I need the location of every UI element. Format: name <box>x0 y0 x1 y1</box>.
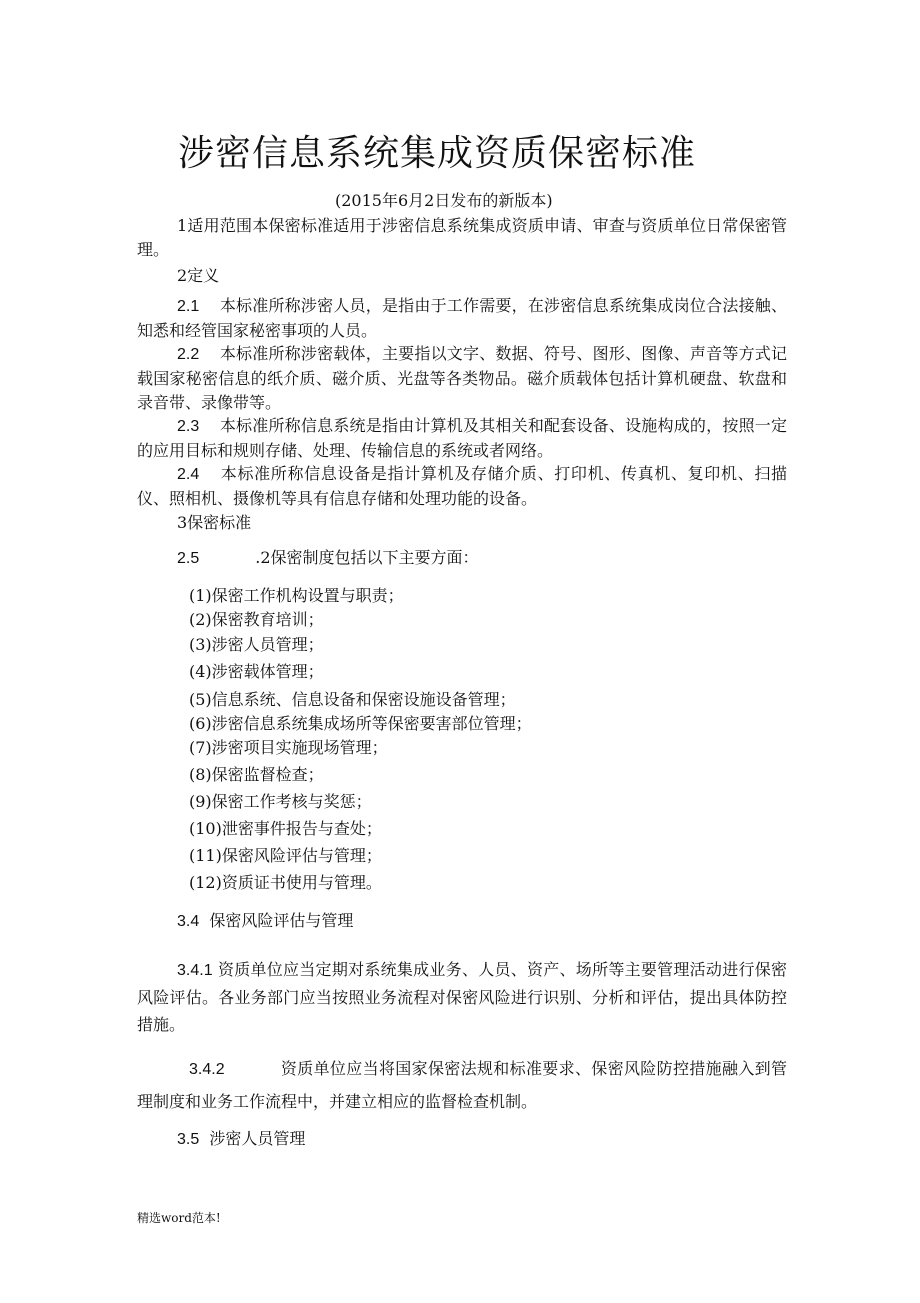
list-item: (7)涉密项目实施现场管理； <box>189 738 388 757</box>
list-item: (1)保密工作机构设置与职责； <box>189 586 404 605</box>
section-3-4-number: 3.4 <box>177 913 200 930</box>
list-item: (2)保密教育培训； <box>189 610 324 629</box>
list-item: (3)涉密人员管理； <box>189 635 324 654</box>
definition-2-1-text: 本标准所称涉密人员，是指由于工作需要，在涉密信息系统集成岗位合法接触、知悉和经管国家秘密事项的人员。 <box>137 296 787 340</box>
document-title: 涉密信息系统集成资质保密标准 <box>178 133 697 174</box>
section-2-heading: 2定义 <box>177 266 220 285</box>
definition-2-3-text: 本标准所称信息系统是指由计算机及其相关和配套设备、设施构成的，按照一定的应用目标和规则存储、处理、传输信息的系统或者网络。 <box>137 416 787 460</box>
item-2-5-text: .2保密制度包括以下主要方面： <box>255 548 479 567</box>
page-footer: 精选word范本! <box>137 1211 221 1225</box>
document-subtitle: (2015年6月2日发布的新版本) <box>335 191 553 210</box>
section-3-4-1-number: 3.4.1 <box>177 962 213 979</box>
definition-2-3 <box>137 414 787 463</box>
section-3-4-text: 保密风险评估与管理 <box>209 911 354 930</box>
item-2-5 <box>177 547 479 570</box>
list-item: (6)涉密信息系统集成场所等保密要害部位管理； <box>189 714 532 733</box>
section-3-5-text: 涉密人员管理 <box>209 1129 306 1148</box>
section-1-text: 1适用范围本保密标准适用于涉密信息系统集成资质申请、审查与资质单位日常保密管理。 <box>137 216 787 259</box>
section-1-paragraph <box>137 214 787 262</box>
section-3-4-1-text: 资质单位应当定期对系统集成业务、人员、资产、场所等主要管理活动进行保密风险评估。各业务部门应当按照业务流程对保密风险进行识别、分析和评估，提出具体防控措施。 <box>137 960 787 1034</box>
definition-2-2-text: 本标准所称涉密载体，主要指以文字、数据、符号、图形、图像、声音等方式记载国家秘密信息的纸介质、磁介质、光盘等各类物品。磁介质载体包括计算机硬盘、软盘和录音带、录像带等。 <box>137 344 787 412</box>
definition-2-2 <box>137 342 787 415</box>
section-3-4-2-number: 3.4.2 <box>189 1061 225 1078</box>
section-3-4-2 <box>137 1053 787 1118</box>
section-3-5-number: 3.5 <box>177 1131 200 1148</box>
definition-2-3-number: 2.3 <box>177 418 200 435</box>
list-item: (10)泄密事件报告与查处； <box>189 819 382 838</box>
section-3-heading: 3保密标准 <box>177 513 252 532</box>
definition-2-1-number: 2.1 <box>177 298 200 315</box>
list-item: (12)资质证书使用与管理。 <box>189 873 382 892</box>
definition-2-4-number: 2.4 <box>177 466 200 483</box>
definition-2-4-text: 本标准所称信息设备是指计算机及存储介质、打印机、传真机、复印机、扫描仪、照相机、摄像机等具有信息存储和处理功能的设备。 <box>137 464 787 508</box>
definition-2-1 <box>137 294 787 343</box>
section-3-4-2-text: 资质单位应当将国家保密法规和标准要求、保密风险防控措施融入到管理制度和业务工作流程中，并建立相应的监督检查机制。 <box>137 1059 787 1111</box>
definition-2-4 <box>137 462 787 511</box>
list-item: (8)保密监督检查； <box>189 765 324 784</box>
section-3-4-1 <box>137 956 787 1038</box>
definition-2-2-number: 2.2 <box>177 346 200 363</box>
section-3-5-heading <box>177 1128 305 1151</box>
list-item: (4)涉密载体管理； <box>189 662 324 681</box>
list-item: (5)信息系统、信息设备和保密设施设备管理； <box>189 690 516 709</box>
list-item: (11)保密风险评估与管理； <box>189 846 382 865</box>
list-item: (9)保密工作考核与奖惩； <box>189 792 372 811</box>
item-2-5-number: 2.5 <box>177 550 200 567</box>
section-3-4-heading <box>177 910 353 933</box>
